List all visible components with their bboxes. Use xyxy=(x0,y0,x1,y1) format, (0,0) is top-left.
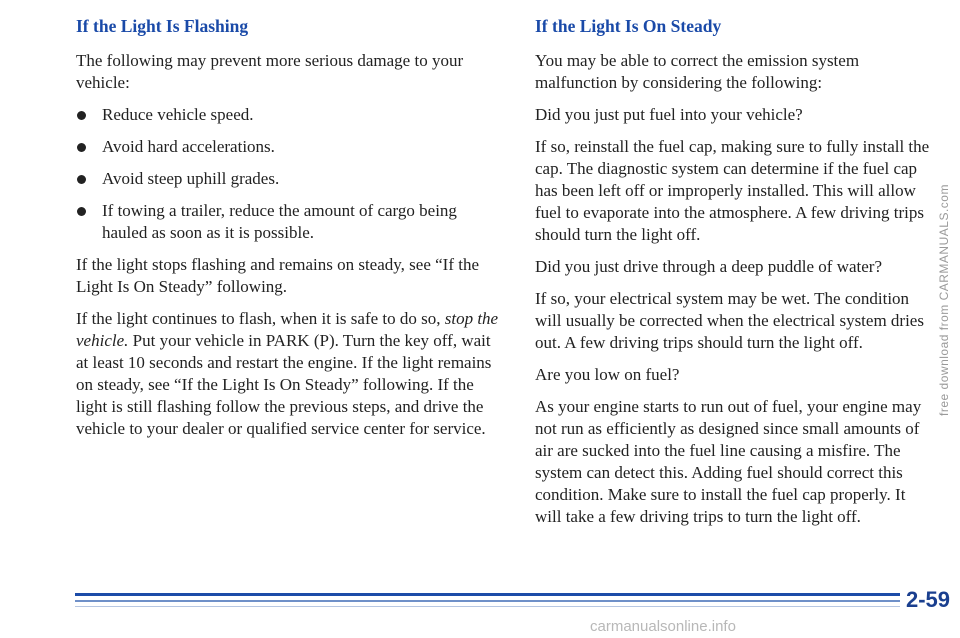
bullet-list xyxy=(76,104,506,244)
list-item: Avoid hard accelerations. xyxy=(76,136,506,158)
list-item: Avoid steep uphill grades. xyxy=(76,168,506,190)
stop-vehicle-emphasis: stop the vehicle. xyxy=(76,309,499,350)
section-heading-steady: If the Light Is On Steady xyxy=(535,16,722,36)
footer-rule xyxy=(75,593,900,607)
bullet-icon xyxy=(77,143,86,152)
paragraph: If so, your electrical system may be wet. The condition will usually be corrected when the electrical system dries out. A few driving trips should turn the light off. xyxy=(535,289,924,352)
page-number: 2-59 xyxy=(905,587,950,612)
section-heading-flashing: If the Light Is Flashing xyxy=(76,16,249,36)
paragraph: Are you low on fuel? xyxy=(535,365,680,384)
bullet-icon xyxy=(77,175,86,184)
list-item: Reduce vehicle speed. xyxy=(76,104,506,126)
paragraph: If so, reinstall the fuel cap, making sure to fully install the cap. The diagnostic system can determine if the fuel cap has been left off or improperly installed. This will allow fuel to evaporate into the atmosphere. A few driving trips should turn the light off. xyxy=(535,137,930,244)
list-item: If towing a trailer, reduce the amount of cargo being hauled as soon as it is possible. xyxy=(76,200,506,244)
paragraph: Did you just drive through a deep puddle of water? xyxy=(535,257,882,276)
bullet-icon xyxy=(77,111,86,120)
paragraph: You may be able to correct the emission system malfunction by considering the following: xyxy=(535,51,860,92)
bullet-icon xyxy=(77,207,86,216)
intro-paragraph: The following may prevent more serious damage to your vehicle: xyxy=(76,51,464,92)
right-column xyxy=(535,16,935,538)
left-column xyxy=(76,16,506,450)
steady-reference-paragraph: If the light stops flashing and remains on steady, see “If the Light Is On Steady” following. xyxy=(76,255,480,296)
paragraph: As your engine starts to run out of fuel, your engine may not run as efficiently as designed since small amounts of air are sucked into the fuel line causing a misfire. The system can detect this. Adding fuel should correct this condition. Make sure to install the fuel cap properly. It will take a few driving trips to turn the light off. xyxy=(535,397,922,526)
bottom-watermark: carmanualsonline.info xyxy=(590,618,736,635)
continues-flashing-paragraph: If the light continues to flash, when it is safe to do so, stop the vehicle. Put your vehicle in PARK (P). Turn the key off, wait at least 10 seconds and restart the engine. If the light remains on steady, see “If the Light Is On Steady” following. If the light is still flashing follow the previous steps, and drive the vehicle to your dealer or qualified service center for service. xyxy=(76,309,499,438)
paragraph: Did you just put fuel into your vehicle? xyxy=(535,105,803,124)
